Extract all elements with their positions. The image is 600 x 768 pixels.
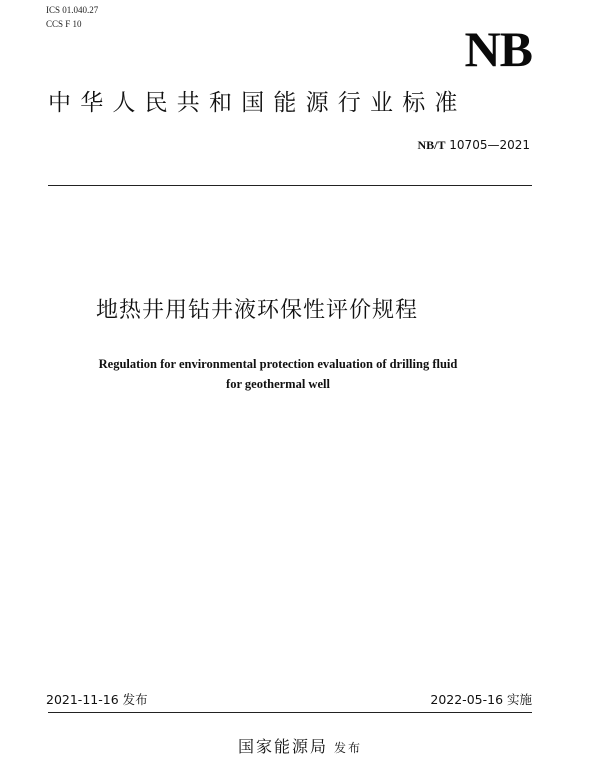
issuer bbox=[0, 737, 600, 758]
ccs-code: CCS F 10 bbox=[46, 19, 82, 29]
top-divider bbox=[48, 185, 532, 186]
nb-logo: NB bbox=[464, 21, 532, 77]
standard-category: 中华人民共和国能源行业标准 bbox=[48, 90, 467, 116]
title-en-line-2: for geothermal well bbox=[226, 377, 330, 391]
document-title-zh: 地热井用钻井液环保性评价规程 bbox=[96, 298, 419, 323]
standard-code: 10705—2021 bbox=[445, 138, 530, 152]
standard-number bbox=[417, 137, 530, 153]
bottom-divider bbox=[48, 712, 532, 713]
ics-code: ICS 01.040.27 bbox=[46, 5, 99, 15]
classification-codes bbox=[46, 3, 98, 31]
issuer-name: 国家能源局 bbox=[237, 737, 328, 756]
implementation-date: 2022-05-16 实施 bbox=[430, 692, 532, 707]
standard-prefix: NB/T bbox=[417, 138, 446, 152]
document-title-en bbox=[60, 354, 496, 394]
publish-date: 2021-11-16 发布 bbox=[46, 692, 148, 707]
title-en-line-1: Regulation for environmental protection evaluation of drilling fluid bbox=[98, 357, 458, 371]
issuer-verb: 发布 bbox=[334, 741, 363, 755]
